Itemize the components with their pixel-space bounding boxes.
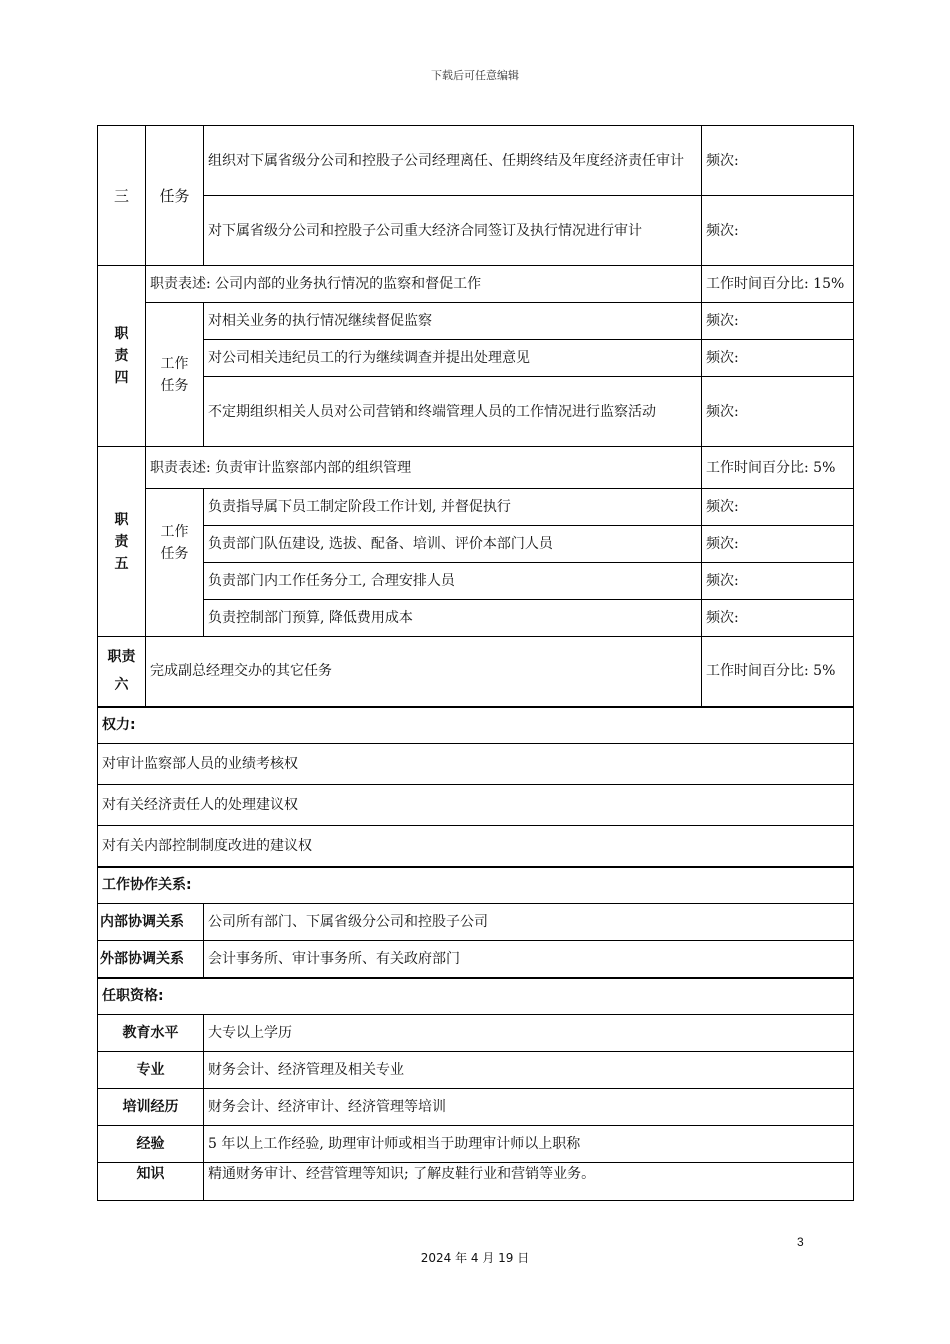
experience-value: 5 年以上工作经验, 助理审计师或相当于助理审计师以上职称 xyxy=(204,1126,854,1163)
duty3-task-2-frequency: 频次: xyxy=(702,196,854,266)
job-description-table xyxy=(97,125,853,1206)
duty4-label: 职 责 四 xyxy=(98,266,146,447)
qualification-title: 任职资格: xyxy=(98,978,854,1015)
duty5-task-3-frequency: 频次: xyxy=(702,563,854,600)
duty6-time-percent: 工作时间百分比: 5% xyxy=(702,637,854,707)
duty4-task-2: 对公司相关违纪员工的行为继续调查并提出处理意见 xyxy=(204,340,702,377)
authority-item: 对有关内部控制制度改进的建议权 xyxy=(98,826,854,867)
duty5-task-2-frequency: 频次: xyxy=(702,526,854,563)
education-value: 大专以上学历 xyxy=(204,1015,854,1052)
external-coordination-label: 外部协调关系 xyxy=(98,941,204,978)
authority-item: 对审计监察部人员的业绩考核权 xyxy=(98,744,854,785)
duty4-task-3-frequency: 频次: xyxy=(702,377,854,447)
knowledge-value: 精通财务审计、经营管理等知识; 了解皮鞋行业和营销等业务。 xyxy=(204,1163,854,1201)
duty3-task-1-frequency: 频次: xyxy=(702,126,854,196)
authority-item: 对有关经济责任人的处理建议权 xyxy=(98,785,854,826)
duty4-task-1-frequency: 频次: xyxy=(702,303,854,340)
duty4-task-3: 不定期组织相关人员对公司营销和终端管理人员的工作情况进行监察活动 xyxy=(204,377,702,447)
header-note: 下载后可任意编辑 xyxy=(431,69,519,82)
cooperation-title: 工作协作关系: xyxy=(98,867,854,904)
duty6-label: 职责 六 xyxy=(98,637,146,707)
duty4-time-percent: 工作时间百分比: 15% xyxy=(702,266,854,303)
duty3-task-1: 组织对下属省级分公司和控股子公司经理离任、任期终结及年度经济责任审计 xyxy=(204,126,702,196)
duty5-task-4: 负责控制部门预算, 降低费用成本 xyxy=(204,600,702,637)
duty4-task-2-frequency: 频次: xyxy=(702,340,854,377)
duty3-label: 三 xyxy=(98,126,146,266)
duty5-task-label: 工作 任务 xyxy=(146,489,204,637)
duty3-task-label: 任务 xyxy=(146,126,204,266)
duty3-task-2: 对下属省级分公司和控股子公司重大经济合同签订及执行情况进行审计 xyxy=(204,196,702,266)
duty4-statement: 职责表述: 公司内部的业务执行情况的监察和督促工作 xyxy=(146,266,702,303)
duty5-task-4-frequency: 频次: xyxy=(702,600,854,637)
footer-date: 2024 年 4 月 19 日 xyxy=(420,1251,530,1265)
experience-label: 经验 xyxy=(98,1126,204,1163)
authority-title: 权力: xyxy=(98,707,854,744)
duty4-task-1: 对相关业务的执行情况继续督促监察 xyxy=(204,303,702,340)
knowledge-label: 知识 xyxy=(98,1163,204,1201)
external-coordination-value: 会计事务所、审计事务所、有关政府部门 xyxy=(204,941,854,978)
major-label: 专业 xyxy=(98,1052,204,1089)
training-label: 培训经历 xyxy=(98,1089,204,1126)
duty5-task-1-frequency: 频次: xyxy=(702,489,854,526)
duty5-task-1: 负责指导属下员工制定阶段工作计划, 并督促执行 xyxy=(204,489,702,526)
major-value: 财务会计、经济管理及相关专业 xyxy=(204,1052,854,1089)
training-value: 财务会计、经济审计、经济管理等培训 xyxy=(204,1089,854,1126)
duty5-task-2: 负责部门队伍建设, 选拔、配备、培训、评价本部门人员 xyxy=(204,526,702,563)
duty6-statement: 完成副总经理交办的其它任务 xyxy=(146,637,702,707)
duty5-label: 职 责 五 xyxy=(98,447,146,637)
duty5-time-percent: 工作时间百分比: 5% xyxy=(702,447,854,489)
internal-coordination-value: 公司所有部门、下属省级分公司和控股子公司 xyxy=(204,904,854,941)
education-label: 教育水平 xyxy=(98,1015,204,1052)
duty5-task-3: 负责部门内工作任务分工, 合理安排人员 xyxy=(204,563,702,600)
page-number: 3 xyxy=(797,1235,804,1249)
duty5-statement: 职责表述: 负责审计监察部内部的组织管理 xyxy=(146,447,702,489)
duty4-task-label: 工作 任务 xyxy=(146,303,204,447)
internal-coordination-label: 内部协调关系 xyxy=(98,904,204,941)
